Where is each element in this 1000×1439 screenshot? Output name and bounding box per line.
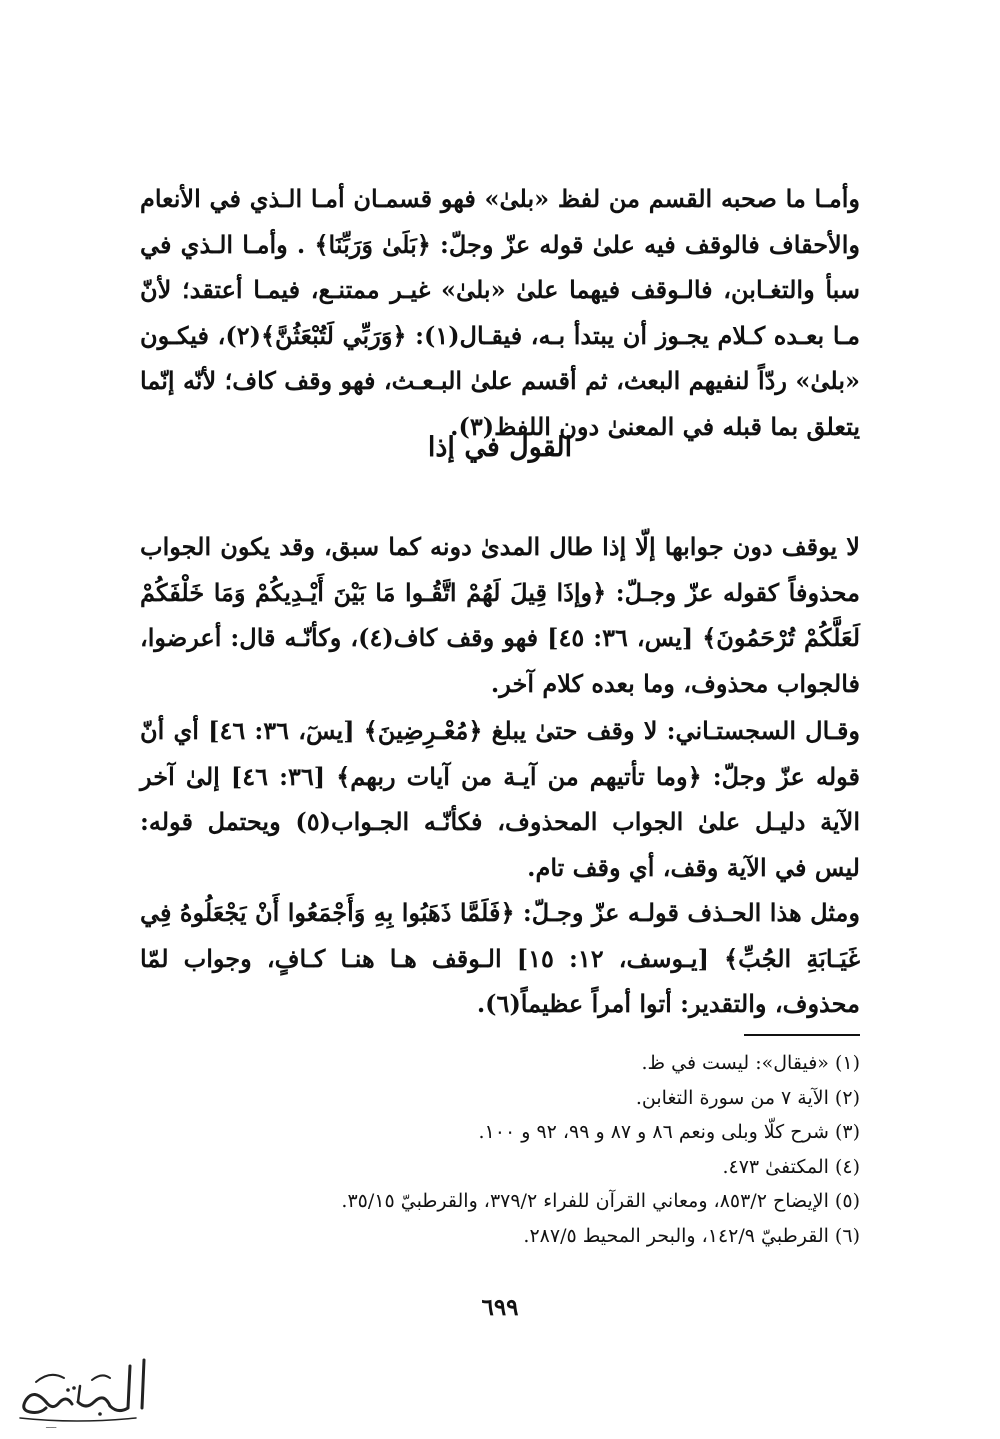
- footnote-1: (١) «فيقال»: ليست في ظ.: [641, 1052, 860, 1074]
- page-number: ٦٩٩: [481, 1294, 519, 1321]
- section-heading: القول في إذا: [427, 432, 573, 463]
- paragraph-sijistani: وقـال السجستـاني: لا وقف حتىٰ يبلغ ﴿مُعْـرِضِينَ﴾ [يسٓ، ٣٦: ٤٦] أي أنّ قوله عزّ وجلّ: ﴿وما تأتيهم من آيـة من آيات ربهم﴾ [٣٦: ٤٦] إلىٰ آخر الآية دليـل علىٰ الجواب المحذوف، فكأنّـه الجـواب(٥) ويحتمل قوله: ليس في الآية وقف، أي وقف تام.: [140, 716, 861, 882]
- footnote-6: (٦) القرطبيّ ١٤٢/٩، والبحر المحيط ٢٨٧/٥.: [523, 1224, 860, 1247]
- paragraph-ellipsis-example: ومثل هذا الحـذف قولـه عزّ وجـلّ: ﴿فَلَمَّا ذَهَبُوا بِهِ وَأَجْمَعُوا أَنْ يَجْعَلُوهُ فِي غَيَـابَةِ الجُبِّ﴾ [يـوسف، ١٢: ١٥] الـوقف هـا هنـا كـافٍ، وجواب لمّا محذوف، والتقدير: أتوا أمراً عظيماً(٦).: [140, 898, 861, 1018]
- footnote-divider: [744, 1034, 860, 1036]
- paragraph-bala-oath: وأمـا ما صحبه القسم من لفظ «بلىٰ» فهو قسمـان أمـا الـذي في الأنعام والأحقاف فالوقف فيه علىٰ قوله عزّ وجلّ: ﴿بَلَىٰ وَرَبِّنَا﴾ . وأمـا الـذي في سبأ والتغـابن، فالـوقف فيهما علىٰ «بلىٰ» غيـر ممتنـع، فيمـا أعتقد؛ لأنّ مـا بعـده كـلام يجـوز أن يبتدأ بـه، فيقـال(١): ﴿وَرَبِّي لَتُبْعَثُنَّ﴾(٢)، فيكـون «بلىٰ» ردّاً لنفيهم البعث، ثم أقسم علىٰ البـعـث، فهو وقف كاف؛ لأنّه إنّما يتعلق بما قبله في المعنىٰ دون اللفظ(٣).: [140, 184, 861, 441]
- footnote-3: (٣) شرح كلّا وبلى ونعم ٨٦ و ٨٧ و ٩٩، ٩٢ و ١٠٠.: [478, 1121, 860, 1143]
- calligraphy-logo-icon: [6, 1352, 156, 1430]
- footnote-4: (٤) المكتفىٰ ٤٧٣.: [722, 1155, 860, 1178]
- footnote-2: (٢) الآية ٧ من سورة التغابن.: [635, 1086, 860, 1109]
- footnotes: [140, 1046, 860, 1253]
- footnote-5: (٥) الإيضاح ٨٥٣/٢، ومعاني القرآن للفراء ٣٧٩/٢، والقرطبيّ ٣٥/١٥.: [341, 1190, 860, 1212]
- paragraph-idha-answer: لا يوقف دون جوابها إلّا إذا طال المدىٰ دونه كما سبق، وقد يكون الجواب محذوفاً كقوله عزّ وجـلّ: ﴿وإذَا قِيلَ لَهُمْ اتَّقُـوا مَا بَيْنَ أَيْـدِيكُمْ وَمَا خَلْفَكُمْ لَعَلَّكُمْ تُرْحَمُونَ﴾ [يس، ٣٦: ٤٥] فهو وقف كاف(٤)، وكأنّـه قال: أعرضوا، فالجواب محذوف، وما بعده كلام آخر.: [140, 532, 861, 698]
- svg-text:ـــــ: ـــــ: [46, 1422, 57, 1430]
